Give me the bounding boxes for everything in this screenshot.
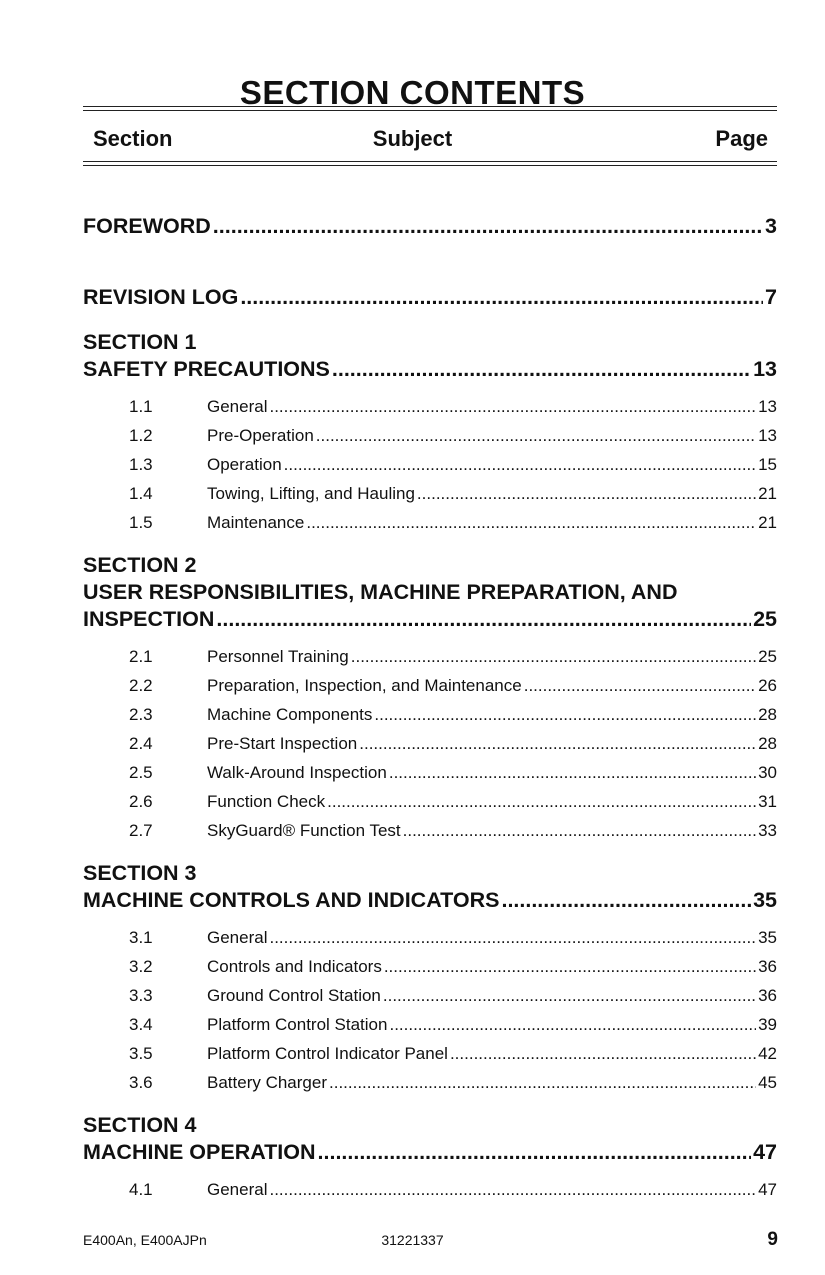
dot-leader [383,986,756,1006]
subsection-number: 2.7 [129,821,153,840]
toc-subentry[interactable] [129,1180,777,1200]
toc-title: General [207,928,268,947]
toc-subentry[interactable] [129,957,777,977]
column-header-subject: Subject [372,126,453,151]
dot-leader [284,455,756,475]
toc-page: 35 [758,928,777,947]
dot-leader [389,763,756,783]
toc-subentry[interactable] [129,928,777,948]
toc-subentry[interactable] [129,734,777,754]
dot-leader [374,705,756,725]
toc-page: 35 [753,888,777,912]
toc-title: Towing, Lifting, and Hauling [207,484,415,503]
toc-title: General [207,397,268,416]
toc-subentry[interactable] [129,792,777,812]
toc-page: 3 [765,214,777,238]
dot-leader [524,676,756,696]
dot-leader [332,357,751,382]
toc-subentry[interactable] [129,397,777,417]
toc-title: FOREWORD [83,214,211,238]
header-rule-top [83,161,777,162]
toc-page: 31 [758,792,777,811]
subsection-number: 3.5 [129,1044,153,1063]
section-label: SECTION 4 [83,1113,197,1137]
subsection-number: 2.6 [129,792,153,811]
dot-leader [403,821,756,841]
footer-page-number: 9 [767,1229,778,1250]
toc-subentry[interactable] [129,821,777,841]
subsection-number: 3.1 [129,928,153,947]
toc-title: MACHINE CONTROLS AND INDICATORS [83,888,500,912]
toc-title: Platform Control Indicator Panel [207,1044,448,1063]
subsection-number: 3.6 [129,1073,153,1092]
page-title: SECTION CONTENTS [239,74,586,111]
dot-leader [501,888,751,913]
column-header-page: Page [715,126,768,151]
toc-title: General [207,1180,268,1199]
toc-subentry[interactable] [129,763,777,783]
toc-subentry[interactable] [129,1073,777,1093]
toc-page: 13 [758,397,777,416]
toc-title: SkyGuard® Function Test [207,821,401,840]
toc-title: Controls and Indicators [207,957,382,976]
toc-title: Personnel Training [207,647,349,666]
toc-page: 42 [758,1044,777,1063]
toc-subentry[interactable] [129,986,777,1006]
toc-subentry[interactable] [129,705,777,725]
toc-page: 47 [753,1140,777,1164]
dot-leader [316,426,756,446]
dot-leader [329,1073,756,1093]
toc-title: Battery Charger [207,1073,327,1092]
toc-title: Machine Components [207,705,373,724]
toc-entry-revision-log[interactable] [83,285,777,310]
toc-subentry[interactable] [129,676,777,696]
toc-page: 39 [758,1015,777,1034]
dot-leader [389,1015,756,1035]
column-header-section: Section [93,126,173,151]
dot-leader [351,647,756,667]
toc-page: 7 [765,285,777,309]
toc-entry-section[interactable] [83,607,777,632]
toc-title: SAFETY PRECAUTIONS [83,357,330,381]
toc-page: 47 [758,1180,777,1199]
toc-title: Pre-Operation [207,426,314,445]
toc-page: 21 [758,484,777,503]
toc-title: Operation [207,455,282,474]
toc-title: Platform Control Station [207,1015,388,1034]
toc-title: Ground Control Station [207,986,381,1005]
footer-doc-number: 31221337 [381,1232,444,1248]
title-rule-bottom [83,110,777,111]
toc-subentry[interactable] [129,484,777,504]
subsection-number: 1.4 [129,484,153,503]
dot-leader [450,1044,756,1064]
toc-entry-section[interactable] [83,888,777,913]
header-rule-bottom [83,165,777,166]
toc-subentry[interactable] [129,1015,777,1035]
toc-title: Pre-Start Inspection [207,734,358,753]
toc-page: 45 [758,1073,777,1092]
toc-page: 13 [753,357,777,381]
toc-title: Function Check [207,792,326,811]
dot-leader [269,1180,756,1200]
subsection-number: 1.5 [129,513,153,532]
toc-page: 28 [758,734,777,753]
toc-page: 21 [758,513,777,532]
subsection-number: 1.2 [129,426,153,445]
toc-title: Maintenance [207,513,305,532]
section-label: SECTION 2 [83,553,197,577]
subsection-number: 4.1 [129,1180,153,1199]
subsection-number: 3.3 [129,986,153,1005]
dot-leader [306,513,756,533]
toc-page: 30 [758,763,777,782]
toc-subentry[interactable] [129,647,777,667]
toc-title: MACHINE OPERATION [83,1140,316,1164]
dot-leader [318,1140,752,1165]
toc-entry-section[interactable] [83,1140,777,1165]
toc-page: 36 [758,957,777,976]
subsection-number: 3.4 [129,1015,153,1034]
toc-subentry[interactable] [129,1044,777,1064]
subsection-number: 2.2 [129,676,153,695]
toc-entry-section[interactable] [83,357,777,382]
toc-title: INSPECTION [83,607,215,631]
toc-page: 25 [753,607,777,631]
toc-page: 13 [758,426,777,445]
subsection-number: 2.1 [129,647,153,666]
toc-subentry[interactable] [129,513,777,533]
toc-page: 25 [758,647,777,666]
toc-title: REVISION LOG [83,285,239,309]
toc-subentry[interactable] [129,426,777,446]
dot-leader [213,214,763,239]
toc-page: 36 [758,986,777,1005]
subsection-number: 1.1 [129,397,153,416]
subsection-number: 2.4 [129,734,153,753]
title-rule-top [83,106,777,107]
dot-leader [240,285,763,310]
subsection-number: 3.2 [129,957,153,976]
toc-page: 28 [758,705,777,724]
toc-page: 33 [758,821,777,840]
dot-leader [216,607,751,632]
dot-leader [359,734,756,754]
section-label: SECTION 1 [83,330,197,354]
dot-leader [384,957,756,977]
toc-entry-foreword[interactable] [83,214,777,239]
subsection-number: 2.3 [129,705,153,724]
dot-leader [269,928,756,948]
section-label: SECTION 3 [83,861,197,885]
toc-title: Preparation, Inspection, and Maintenance [207,676,522,695]
toc-title: Walk-Around Inspection [207,763,387,782]
subsection-number: 1.3 [129,455,153,474]
footer-models: E400An, E400AJPn [83,1232,207,1248]
toc-page: 26 [758,676,777,695]
dot-leader [417,484,756,504]
toc-page: 15 [758,455,777,474]
dot-leader [269,397,756,417]
dot-leader [327,792,756,812]
subsection-number: 2.5 [129,763,153,782]
toc-subentry[interactable] [129,455,777,475]
section-title-line: USER RESPONSIBILITIES, MACHINE PREPARATION, AND [83,580,678,604]
